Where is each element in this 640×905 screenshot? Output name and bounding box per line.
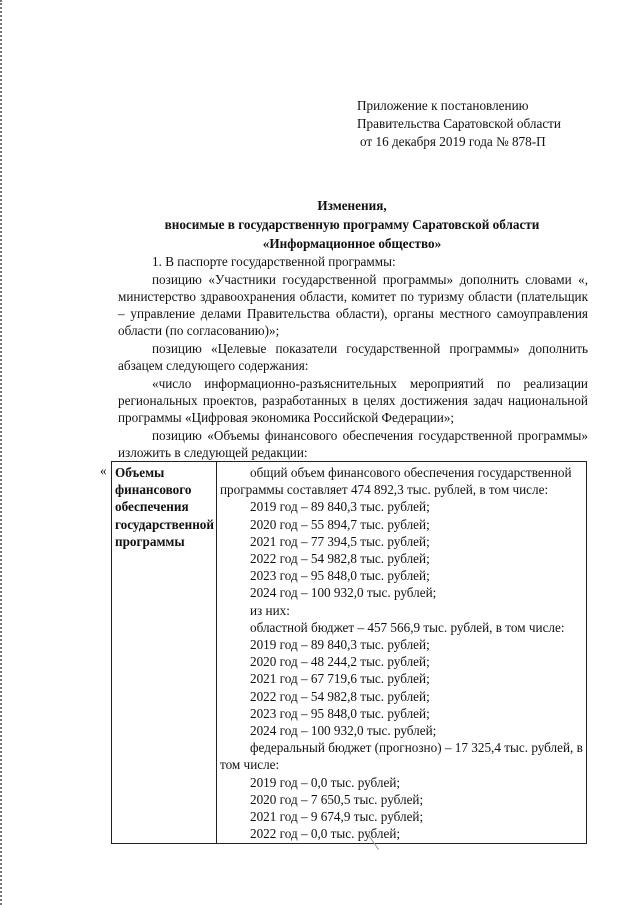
federal-year: 2021 год – 9 674,9 тыс. рублей; xyxy=(249,809,424,825)
federal-year: 2022 год – 0,0 тыс. рублей; xyxy=(249,826,401,842)
federal-intro: федеральный бюджет (прогнозно) – 17 325,4 тыс. рублей, в том числе: xyxy=(219,740,583,773)
financing-values xyxy=(216,462,586,844)
financing-label: Объемы финансового обеспечения государственной программы xyxy=(112,462,217,844)
total-year: 2019 год – 89 840,3 тыс. рублей; xyxy=(249,499,430,515)
appendix-line: от 16 декабря 2019 года № 878-П xyxy=(360,134,546,149)
opening-quote: « xyxy=(100,463,107,478)
document-title xyxy=(98,196,606,253)
document-body xyxy=(118,253,588,462)
regional-year: 2024 год – 100 932,0 тыс. рублей; xyxy=(249,723,437,739)
total-year: 2022 год – 54 982,8 тыс. рублей; xyxy=(249,551,430,567)
title-line: «Информационное общество» xyxy=(262,236,442,251)
title-line: Изменения, xyxy=(317,198,387,213)
regional-year: 2019 год – 89 840,3 тыс. рублей; xyxy=(249,637,430,653)
total-year: 2024 год – 100 932,0 тыс. рублей; xyxy=(249,585,437,601)
financing-table xyxy=(111,461,587,844)
paragraph: позицию «Участники государственной программы» дополнить словами «, министерство здравоохранения области, комитет по туризму области (плательщик – управление делами Правительства области), органы местного самоуправления области (по согласованию)»; xyxy=(118,272,588,338)
federal-year: 2020 год – 7 650,5 тыс. рублей; xyxy=(249,791,424,807)
regional-year: 2023 год – 95 848,0 тыс. рублей; xyxy=(249,705,430,721)
total-intro: общий объем финансового обеспечения государственной программы составляет 474 892,3 тыс. рублей, в том числе: xyxy=(219,465,572,498)
regional-year: 2020 год – 48 244,2 тыс. рублей; xyxy=(249,654,430,670)
appendix-line: Приложение к постановлению xyxy=(357,98,529,113)
appendix-block xyxy=(357,97,627,151)
paragraph: 1. В паспорте государственной программы: xyxy=(152,254,396,269)
table-row xyxy=(112,462,587,844)
paragraph: позицию «Целевые показатели государственной программы» дополнить абзацем следующего содержания: xyxy=(118,341,588,373)
regional-year: 2021 год – 67 719,6 тыс. рублей; xyxy=(249,671,430,687)
paragraph: позицию «Объемы финансового обеспечения государственной программы» изложить в следующей редакции: xyxy=(118,428,588,460)
paragraph: «число информационно-разъяснительных мероприятий по реализации региональных проектов, разработанных в целях достижения задач национальной программы «Цифровая экономика Российской Федерации»; xyxy=(118,376,588,425)
title-line: вносимые в государственную программу Саратовской области xyxy=(164,217,540,232)
total-year: 2020 год – 55 894,7 тыс. рублей; xyxy=(249,516,430,532)
regional-intro: областной бюджет – 457 566,9 тыс. рублей, в том числе: xyxy=(249,619,565,635)
appendix-line: Правительства Саратовской области xyxy=(357,116,561,131)
total-year: 2023 год – 95 848,0 тыс. рублей; xyxy=(249,568,430,584)
of-them-label: из них: xyxy=(249,602,290,618)
scan-edge xyxy=(0,0,6,905)
federal-year: 2019 год – 0,0 тыс. рублей; xyxy=(249,774,401,790)
regional-year: 2022 год – 54 982,8 тыс. рублей; xyxy=(249,688,430,704)
total-year: 2021 год – 77 394,5 тыс. рублей; xyxy=(249,533,430,549)
